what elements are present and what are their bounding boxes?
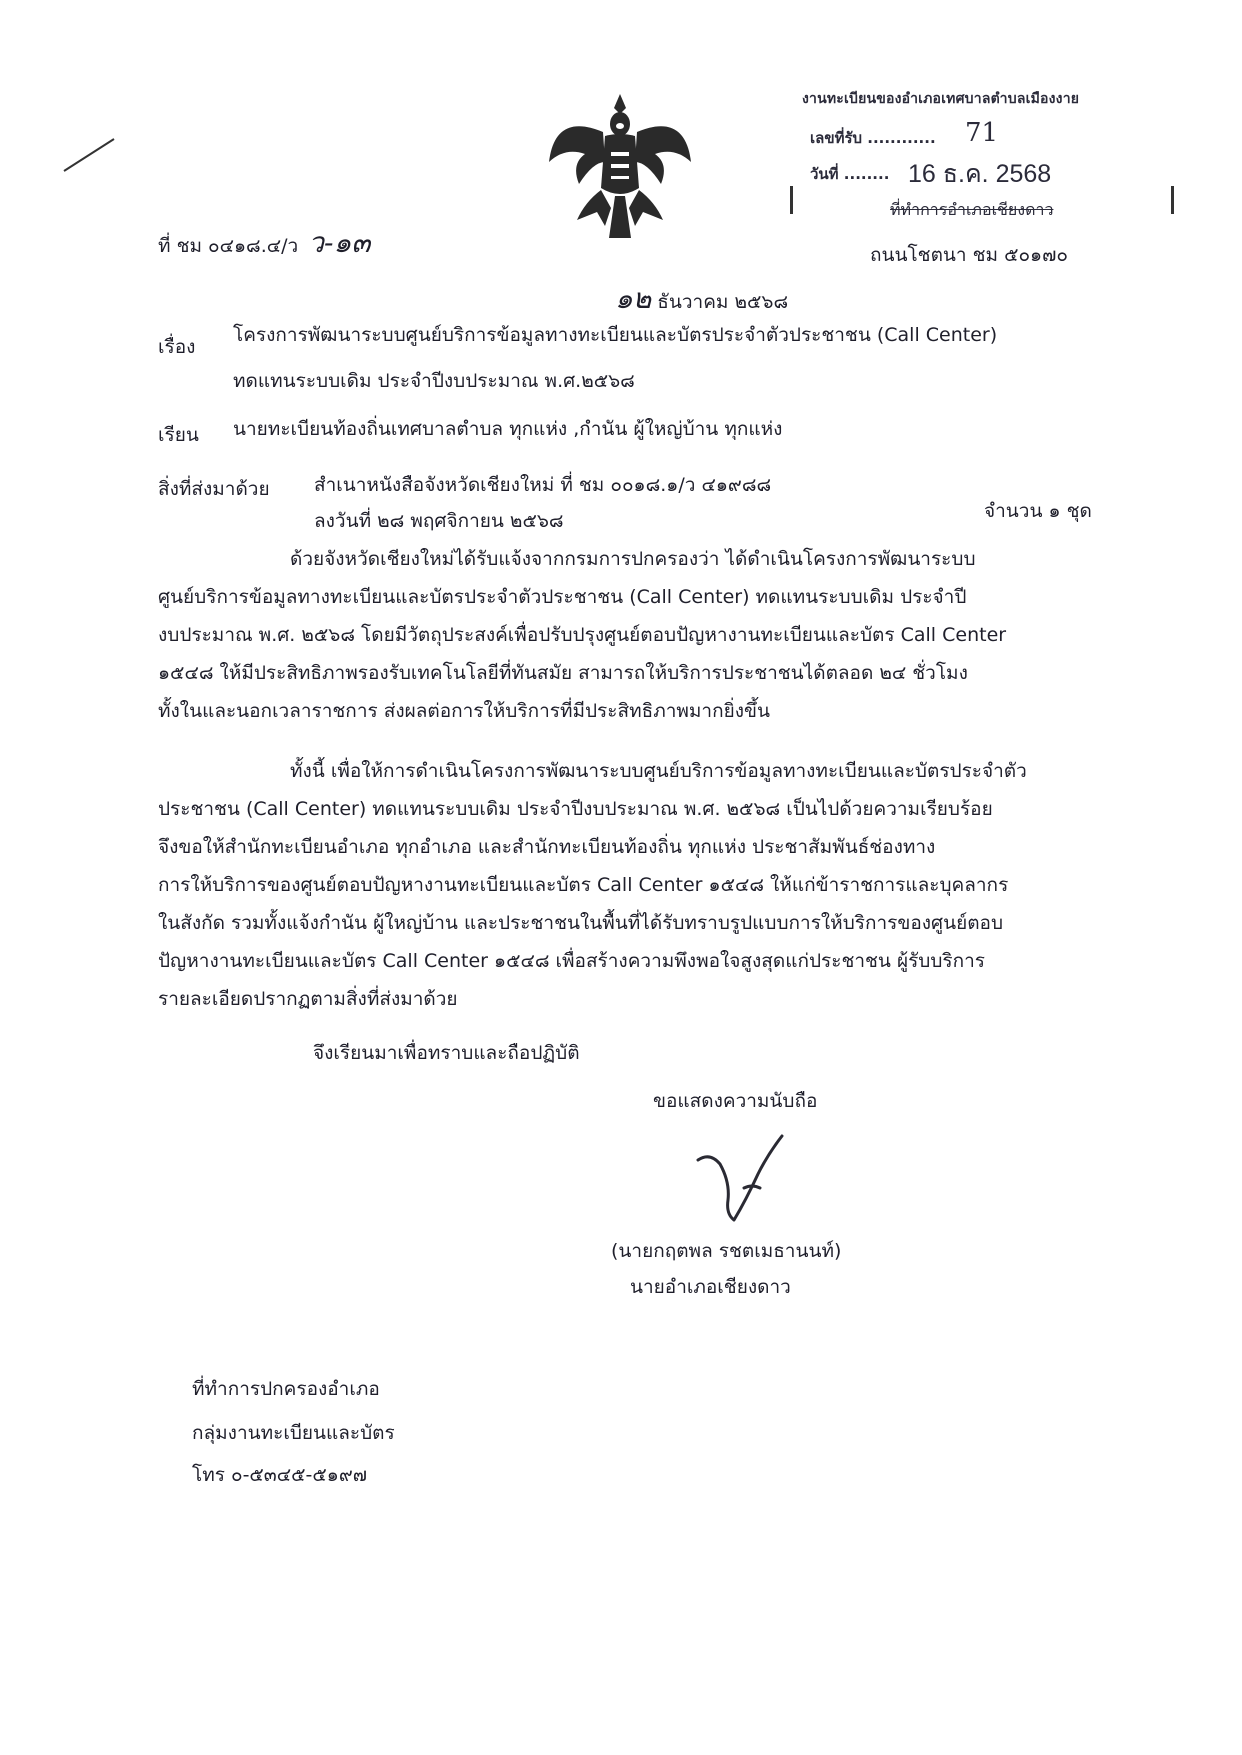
enclosure-line-1: สำเนาหนังสือจังหวัดเชียงใหม่ ที่ ชม ๐๐๑๘.๑/ว ๔๑๙๘๘ <box>314 474 772 496</box>
paragraph-line: จึงขอให้สำนักทะเบียนอำเภอ ทุกอำเภอ และสำนักทะเบียนท้องถิ่น ทุกแห่ง ประชาสัมพันธ์ช่องทาง <box>158 836 936 858</box>
paragraph-line: ประชาชน (Call Center) ทดแทนระบบเดิม ประจำปีงบประมาณ พ.ศ. ๒๕๖๘ เป็นไปด้วยความเรียบร้อย <box>158 798 993 820</box>
enclosure-quantity: จำนวน ๑ ชุด <box>984 500 1092 522</box>
paragraph-line: ด้วยจังหวัดเชียงใหม่ได้รับแจ้งจากกรมการปกครองว่า ได้ดำเนินโครงการพัฒนาระบบ <box>290 548 976 570</box>
paragraph-line: งบประมาณ พ.ศ. ๒๕๖๘ โดยมีวัตถุประสงค์เพื่อปรับปรุงศูนย์ตอบปัญหางานทะเบียนและบัตร Call Center <box>158 624 1007 646</box>
document-date: ๑๒ ธันวาคม ๒๕๖๘ <box>615 282 789 315</box>
document-number-handwritten: ว-๑๓ <box>308 226 371 259</box>
closing-salutation: ขอแสดงความนับถือ <box>653 1090 818 1112</box>
closing-request: จึงเรียนมาเพื่อทราบและถือปฏิบัติ <box>313 1042 580 1064</box>
paragraph-line: รายละเอียดปรากฏตามสิ่งที่ส่งมาด้วย <box>158 988 458 1010</box>
footer-office: ที่ทำการปกครองอำเภอ <box>192 1378 380 1400</box>
addressee-label: เรียน <box>158 424 199 446</box>
paragraph-2 <box>158 752 1118 1018</box>
stamp-office-line: งานทะเบียนของอำเภอเทศบาลตำบลเมืองงาย <box>802 91 1080 107</box>
paragraph-line: ๑๕๔๘ ให้มีประสิทธิภาพรองรับเทคโนโลยีที่ทันสมัย สามารถให้บริการประชาชนได้ตลอด ๒๔ ชั่วโมง <box>158 662 968 684</box>
subject-label: เรื่อง <box>158 336 196 358</box>
garuda-emblem <box>545 92 695 242</box>
sender-address: ถนนโชตนา ชม ๕๐๑๗๐ <box>870 244 1068 266</box>
enclosure-line-2: ลงวันที่ ๒๘ พฤศจิกายน ๒๕๖๘ <box>314 510 564 532</box>
subject-line-1: โครงการพัฒนาระบบศูนย์บริการข้อมูลทางทะเบียนและบัตรประจำตัวประชาชน (Call Center) <box>233 324 998 346</box>
signer-name: (นายกฤตพล รชตเมธานนท์) <box>611 1240 842 1262</box>
paragraph-line: ทั้งนี้ เพื่อให้การดำเนินโครงการพัฒนาระบบศูนย์บริการข้อมูลทางทะเบียนและบัตรประจำตัว <box>290 760 1027 782</box>
paragraph-line: ทั้งในและนอกเวลาราชการ ส่งผลต่อการให้บริการที่มีประสิทธิภาพมากยิ่งขึ้น <box>158 700 770 722</box>
paragraph-1 <box>158 540 1118 730</box>
document-number: ที่ ชม ๐๔๑๘.๔/ว ว-๑๓ <box>158 226 371 259</box>
receiving-stamp <box>790 74 1170 234</box>
paragraph-line: ศูนย์บริการข้อมูลทางทะเบียนและบัตรประจำตัวประชาชน (Call Center) ทดแทนระบบเดิม ประจำปี <box>158 586 967 608</box>
paragraph-line: การให้บริการของศูนย์ตอบปัญหางานทะเบียนและบัตร Call Center ๑๕๔๘ ให้แก่ข้าราชการและบุคลากร <box>158 874 1009 896</box>
footer-department: กลุ่มงานทะเบียนและบัตร <box>192 1422 395 1444</box>
subject-line-2: ทดแทนระบบเดิม ประจำปีงบประมาณ พ.ศ.๒๕๖๘ <box>233 370 635 392</box>
signer-position: นายอำเภอเชียงดาว <box>630 1276 791 1298</box>
pen-mark <box>60 135 120 175</box>
footer-phone: โทร ๐-๕๓๔๕-๕๑๙๗ <box>192 1464 368 1486</box>
signature <box>690 1130 810 1240</box>
addressee-text: นายทะเบียนท้องถิ่นเทศบาลตำบล ทุกแห่ง ,กำนัน ผู้ใหญ่บ้าน ทุกแห่ง <box>233 418 783 440</box>
stamp-date-label: วันที่ ........ <box>810 165 890 183</box>
document-date-day-handwritten: ๑๒ <box>615 282 652 315</box>
stamp-received-label: เลขที่รับ ............ <box>810 129 936 147</box>
stamp-date: 16 ธ.ค. 2568 <box>908 160 1052 188</box>
enclosure-label: สิ่งที่ส่งมาด้วย <box>158 478 270 500</box>
stamp-office: ที่ทำการอำเภอเชียงดาว <box>890 200 1054 219</box>
paragraph-line: ปัญหางานทะเบียนและบัตร Call Center ๑๕๔๘ เพื่อสร้างความพึงพอใจสูงสุดแก่ประชาชน ผู้รับบริการ <box>158 950 985 972</box>
paragraph-line: ในสังกัด รวมทั้งแจ้งกำนัน ผู้ใหญ่บ้าน และประชาชนในพื้นที่ได้รับทราบรูปแบบการให้บริการของศูนย์ตอบ <box>158 912 1004 934</box>
stamp-received-number: 71 <box>965 118 999 148</box>
